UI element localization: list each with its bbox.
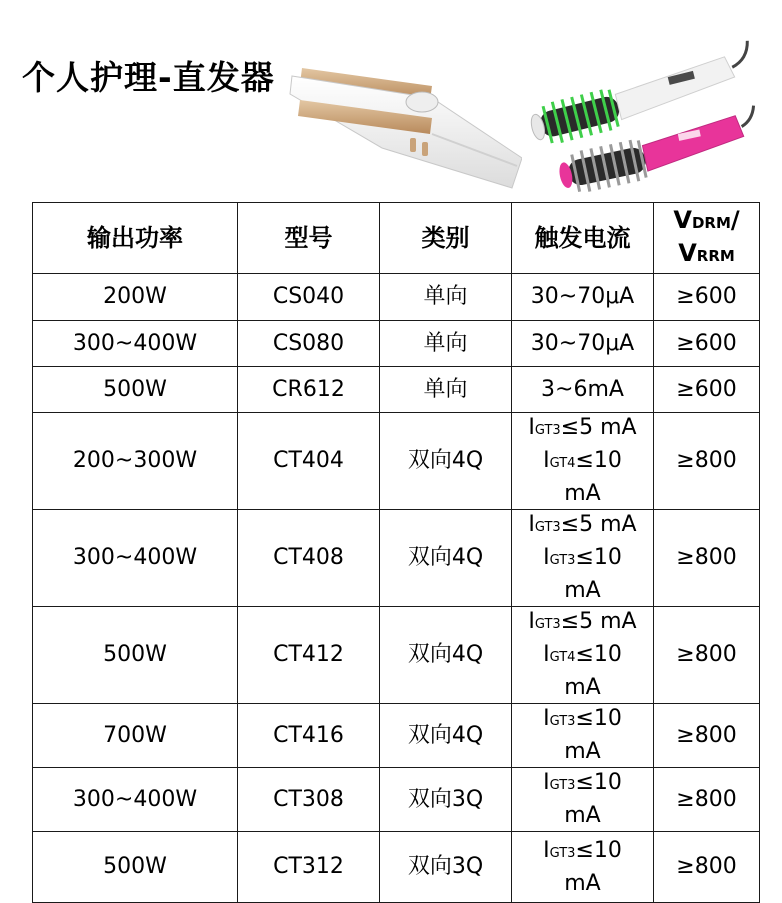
cell-category: 双向4Q: [380, 413, 512, 510]
header-model: 型号: [238, 203, 380, 274]
header-category: 类别: [380, 203, 512, 274]
cell-model: CT416: [238, 704, 380, 768]
trigger-line: IGT3≤5 mA: [528, 415, 637, 440]
trigger-line: IGT3≤5 mA: [528, 512, 637, 537]
table-row: [33, 510, 760, 607]
table-header-row: [33, 203, 760, 274]
trigger-line: IGT4≤10: [543, 448, 622, 473]
cell-power: 300~400W: [33, 321, 238, 367]
table-row: [33, 832, 760, 903]
trigger-line: IGT3≤10: [543, 545, 622, 570]
cell-trigger-current: [512, 704, 654, 768]
cell-voltage: ≥800: [654, 768, 760, 832]
trigger-line: mA: [564, 739, 601, 764]
cell-model: CT404: [238, 413, 380, 510]
cell-trigger-current: [512, 510, 654, 607]
cell-category: 双向4Q: [380, 510, 512, 607]
cell-model: CR612: [238, 367, 380, 413]
hair-straightener-image: [282, 38, 522, 193]
header-voltage: VDRM/ VRRM: [654, 203, 760, 274]
cell-trigger-current: [512, 832, 654, 903]
cell-trigger-current: 3~6mA: [512, 367, 654, 413]
cell-voltage: ≥800: [654, 832, 760, 903]
cell-power: 300~400W: [33, 768, 238, 832]
trigger-line: IGT4≤10: [543, 642, 622, 667]
table-row: [33, 413, 760, 510]
cell-power: 700W: [33, 704, 238, 768]
cell-power: 500W: [33, 607, 238, 704]
table-row: [33, 274, 760, 321]
cell-voltage: ≥800: [654, 704, 760, 768]
cell-model: CT308: [238, 768, 380, 832]
cell-power: 300~400W: [33, 510, 238, 607]
cell-category: 双向4Q: [380, 607, 512, 704]
trigger-line: mA: [564, 870, 601, 896]
cell-model: CT408: [238, 510, 380, 607]
cell-voltage: ≥600: [654, 367, 760, 413]
cell-trigger-current: [512, 607, 654, 704]
cell-category: 单向: [380, 367, 512, 413]
cell-voltage: ≥800: [654, 413, 760, 510]
cell-category: 双向3Q: [380, 768, 512, 832]
trigger-line: mA: [564, 578, 601, 603]
cell-voltage: ≥800: [654, 607, 760, 704]
table-row: [33, 704, 760, 768]
trigger-line: IGT3≤5 mA: [528, 609, 637, 634]
cell-model: CS040: [238, 274, 380, 321]
cell-model: CT312: [238, 832, 380, 903]
table-row: [33, 367, 760, 413]
trigger-line: IGT3≤10: [543, 837, 622, 863]
cell-power: 200W: [33, 274, 238, 321]
trigger-line: mA: [564, 803, 601, 828]
cell-power: 500W: [33, 832, 238, 903]
cell-power: 500W: [33, 367, 238, 413]
spec-table: [32, 202, 760, 903]
cell-trigger-current: [512, 413, 654, 510]
cell-trigger-current: [512, 768, 654, 832]
cell-power: 200~300W: [33, 413, 238, 510]
trigger-line: mA: [564, 481, 601, 506]
table-row: [33, 607, 760, 704]
cell-trigger-current: 30~70μA: [512, 274, 654, 321]
cell-trigger-current: 30~70μA: [512, 321, 654, 367]
cell-category: 单向: [380, 321, 512, 367]
trigger-line: mA: [564, 675, 601, 700]
hot-brush-image: [522, 38, 762, 196]
header-trigger-current: 触发电流: [512, 203, 654, 274]
cell-model: CT412: [238, 607, 380, 704]
table-row: [33, 321, 760, 367]
cell-category: 单向: [380, 274, 512, 321]
cell-model: CS080: [238, 321, 380, 367]
header-power: 输出功率: [33, 203, 238, 274]
cell-voltage: ≥600: [654, 321, 760, 367]
table-row: [33, 768, 760, 832]
cell-voltage: ≥600: [654, 274, 760, 321]
cell-category: 双向4Q: [380, 704, 512, 768]
page-title: 个人护理-直发器: [22, 58, 275, 97]
cell-voltage: ≥800: [654, 510, 760, 607]
trigger-line: IGT3≤10: [543, 770, 622, 795]
cell-category: 双向3Q: [380, 832, 512, 903]
trigger-line: IGT3≤10: [543, 706, 622, 731]
